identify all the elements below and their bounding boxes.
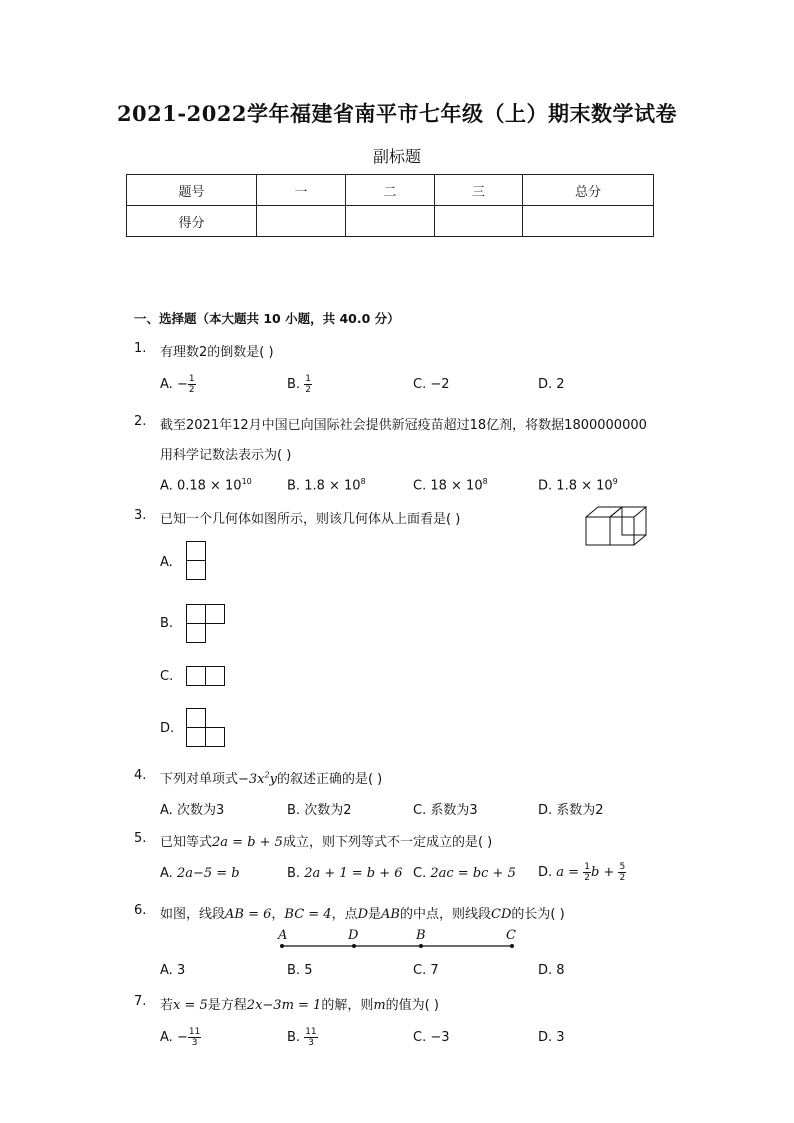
- option-text: 3: [556, 1030, 565, 1045]
- score-header-cell: 二: [346, 175, 435, 206]
- fraction-numerator: 11: [305, 1027, 317, 1037]
- option-text: 2a−5 = b: [176, 866, 240, 881]
- square: [206, 605, 225, 624]
- square: [206, 667, 225, 686]
- square: [187, 605, 206, 624]
- option-text: 系数为3: [430, 803, 478, 818]
- cube-edge: [634, 535, 646, 545]
- score-header-cell: 一: [257, 175, 346, 206]
- option-text: −3: [430, 1030, 450, 1045]
- score-table: [126, 174, 654, 237]
- option-b[interactable]: [160, 616, 173, 631]
- fraction-denominator: 2: [584, 873, 590, 883]
- option-d[interactable]: [538, 477, 618, 493]
- math-exponent: 2: [264, 770, 270, 780]
- square: [187, 624, 206, 643]
- option-label: C.: [413, 1030, 427, 1045]
- question-text-part: 的中点，则线段: [400, 907, 492, 922]
- fraction-numerator: 11: [188, 1027, 201, 1037]
- option-b[interactable]: [287, 799, 351, 818]
- question-text: 截至2021年12月中国已向国际社会提供新冠疫苗超过18亿剂，将数据1800000000: [160, 418, 647, 433]
- question-number: 7.: [134, 994, 147, 1009]
- option-text: 2a + 1 = b + 6: [304, 866, 403, 881]
- option-c[interactable]: [413, 799, 478, 818]
- option-base: 18 × 10: [430, 478, 483, 494]
- question-text-part: 的解，则: [321, 998, 374, 1013]
- question-number: 1.: [134, 341, 147, 356]
- question-number: 4.: [134, 768, 147, 783]
- fraction-denominator: 3: [308, 1038, 314, 1048]
- option-d[interactable]: [160, 721, 174, 736]
- fraction-denominator: 3: [191, 1038, 198, 1048]
- option-label: B.: [287, 803, 301, 818]
- option-d[interactable]: [538, 963, 565, 978]
- option-c[interactable]: [413, 377, 450, 392]
- exam-subtitle: 副标题: [372, 147, 421, 166]
- square: [187, 728, 206, 747]
- score-cell: [346, 206, 435, 237]
- fraction: [583, 862, 591, 883]
- option-label: C.: [413, 866, 427, 881]
- math-expression: y: [269, 772, 277, 787]
- option-label: D.: [538, 1030, 553, 1045]
- fraction-denominator: 2: [188, 385, 195, 395]
- point-d-label: D: [348, 928, 359, 943]
- fraction: [304, 374, 312, 395]
- option-label: B.: [287, 1030, 301, 1045]
- option-a[interactable]: [160, 799, 224, 818]
- option-base: 0.18 × 10: [176, 478, 242, 494]
- top-view-option-d[interactable]: [186, 708, 228, 748]
- option-label: A.: [160, 963, 173, 978]
- question-number: 3.: [134, 508, 147, 523]
- option-a[interactable]: [160, 963, 185, 978]
- math-expression: AB: [381, 907, 400, 922]
- score-table-score-row: [127, 206, 654, 237]
- top-view-option-c[interactable]: [186, 666, 228, 688]
- square: [187, 561, 206, 580]
- fraction-denominator: 2: [619, 873, 626, 883]
- option-text: −2: [430, 377, 450, 392]
- question-text-part: 的长为( ): [511, 907, 565, 922]
- option-text: 8: [556, 963, 565, 978]
- fraction: [188, 1027, 201, 1048]
- exam-title: 2021-2022学年福建省南平市七年级（上）期末数学试卷: [116, 101, 678, 126]
- math-expression: AB = 6: [225, 907, 272, 922]
- option-label: D.: [538, 478, 553, 494]
- question-text: [160, 831, 492, 850]
- option-label: D.: [160, 721, 175, 736]
- option-b[interactable]: [287, 866, 403, 881]
- option-label: D.: [538, 803, 553, 818]
- option-c[interactable]: [413, 1030, 450, 1045]
- option-sign: −: [176, 377, 188, 392]
- top-view-option-a[interactable]: [186, 541, 208, 581]
- option-label: B.: [287, 478, 301, 494]
- option-exponent: 10: [241, 477, 252, 486]
- point-b-label: B: [416, 928, 426, 943]
- question-text: 已知一个几何体如图所示，则该几何体从上面看是( ): [160, 512, 461, 527]
- option-label: B.: [287, 377, 301, 392]
- fraction-numerator: 5: [619, 862, 626, 872]
- square: [187, 709, 206, 728]
- cube-solid-figure: [584, 501, 660, 549]
- score-cell: [257, 206, 346, 237]
- option-text: a =: [556, 865, 584, 880]
- top-view-option-b[interactable]: [186, 604, 228, 644]
- line-segment-diagram: [276, 926, 522, 954]
- question-text-part: 下列对单项式: [160, 772, 239, 787]
- option-text: 2: [556, 377, 565, 392]
- option-a[interactable]: [160, 374, 196, 395]
- math-expression: m: [373, 998, 386, 1013]
- square: [187, 667, 206, 686]
- question-text-part: 的叙述正确的是( ): [276, 772, 383, 787]
- option-a[interactable]: [160, 477, 252, 493]
- option-b[interactable]: [287, 374, 312, 395]
- option-text: 系数为2: [556, 803, 604, 818]
- fraction: [304, 1027, 317, 1048]
- score-header-cell: 题号: [127, 175, 257, 206]
- score-header-cell: 总分: [523, 175, 654, 206]
- option-b[interactable]: [287, 1027, 318, 1048]
- option-label: A.: [160, 478, 173, 494]
- fraction-numerator: 1: [188, 374, 195, 384]
- square: [206, 728, 225, 747]
- score-header-cell: 三: [435, 175, 523, 206]
- option-b[interactable]: [287, 963, 312, 978]
- question-text-part: 已知等式: [160, 835, 213, 850]
- option-label: A.: [160, 866, 173, 881]
- math-expression: CD: [491, 907, 512, 922]
- score-cell: [435, 206, 523, 237]
- option-label: D.: [538, 963, 553, 978]
- option-d[interactable]: [538, 377, 565, 392]
- option-a[interactable]: [160, 866, 240, 881]
- math-expression: x = 5: [173, 998, 208, 1013]
- square: [187, 542, 206, 561]
- question-number: 2.: [134, 414, 147, 429]
- option-text: 7: [430, 963, 439, 978]
- option-label: A.: [160, 377, 173, 392]
- option-label: C.: [160, 669, 174, 684]
- question-number: 5.: [134, 831, 147, 846]
- option-label: C.: [413, 377, 427, 392]
- option-base: 1.8 × 10: [304, 478, 361, 494]
- score-table-header-row: [127, 175, 654, 206]
- option-text: 2ac = bc + 5: [430, 866, 516, 881]
- question-text-part: ，点: [331, 907, 358, 922]
- question-text-part: 的值为( ): [385, 998, 439, 1013]
- option-text: 5: [304, 963, 313, 978]
- score-row-label: 得分: [127, 206, 257, 237]
- question-text-part: 若: [160, 998, 174, 1013]
- point-c-dot: [510, 944, 514, 948]
- option-label: B.: [287, 963, 301, 978]
- question-text: [160, 994, 439, 1013]
- question-text-part: 如图，线段: [160, 907, 226, 922]
- option-label: A.: [160, 803, 173, 818]
- math-expression: −3x: [238, 772, 265, 787]
- option-d[interactable]: [538, 1030, 565, 1045]
- option-c[interactable]: [413, 477, 488, 493]
- question-text-continued: 用科学记数法表示为( ): [160, 448, 292, 463]
- math-expression: BC = 4: [284, 907, 332, 922]
- option-text: 次数为2: [304, 803, 352, 818]
- option-d[interactable]: [538, 799, 604, 818]
- option-a[interactable]: [160, 1027, 201, 1048]
- question-text: [160, 768, 382, 787]
- option-c[interactable]: [413, 963, 439, 978]
- option-exponent: 9: [612, 477, 618, 486]
- option-d[interactable]: [538, 862, 626, 883]
- fraction: [618, 862, 626, 883]
- option-a[interactable]: [160, 555, 173, 570]
- point-b-dot: [419, 944, 423, 948]
- option-label: C.: [413, 963, 427, 978]
- cube-front-face: [586, 517, 610, 545]
- score-cell: [523, 206, 654, 237]
- option-text: 次数为3: [176, 803, 225, 818]
- point-a-label: A: [278, 928, 288, 943]
- point-d-dot: [352, 944, 356, 948]
- option-label: A.: [160, 1030, 173, 1045]
- math-expression: 2a = b + 5: [212, 835, 283, 850]
- question-text-part: 成立，则下列等式不一定成立的是( ): [282, 835, 493, 850]
- question-number: 6.: [134, 903, 147, 918]
- fraction-numerator: 1: [305, 374, 311, 384]
- fraction: [188, 374, 196, 395]
- option-c[interactable]: [160, 669, 173, 684]
- option-text: 3: [176, 963, 186, 978]
- option-sign: −: [176, 1030, 188, 1045]
- option-b[interactable]: [287, 477, 366, 493]
- option-label: C.: [413, 803, 427, 818]
- option-label: B.: [160, 616, 174, 631]
- option-label: D.: [538, 377, 553, 392]
- math-expression: D: [357, 907, 369, 922]
- fraction-denominator: 2: [305, 385, 311, 395]
- option-label: C.: [413, 478, 427, 494]
- option-text: b +: [590, 865, 619, 880]
- option-base: 1.8 × 10: [556, 478, 613, 494]
- option-label: B.: [287, 866, 301, 881]
- cube-top-face: [610, 507, 646, 517]
- question-text-part: ，: [271, 907, 285, 922]
- section-heading: 一、选择题（本大题共 10 小题，共 40.0 分）: [134, 311, 400, 326]
- point-a-dot: [280, 944, 284, 948]
- point-c-label: C: [506, 928, 516, 943]
- option-exponent: 8: [360, 477, 366, 486]
- question-text-part: 是: [368, 907, 382, 922]
- question-text: [160, 903, 565, 922]
- question-text: 有理数2的倒数是( ): [160, 345, 274, 360]
- question-text-part: 是方程: [207, 998, 247, 1013]
- option-label: D.: [538, 865, 553, 880]
- option-label: A.: [160, 555, 173, 570]
- option-exponent: 8: [482, 477, 488, 486]
- fraction-numerator: 1: [584, 862, 590, 872]
- option-c[interactable]: [413, 866, 516, 881]
- math-expression: 2x−3m = 1: [246, 998, 322, 1013]
